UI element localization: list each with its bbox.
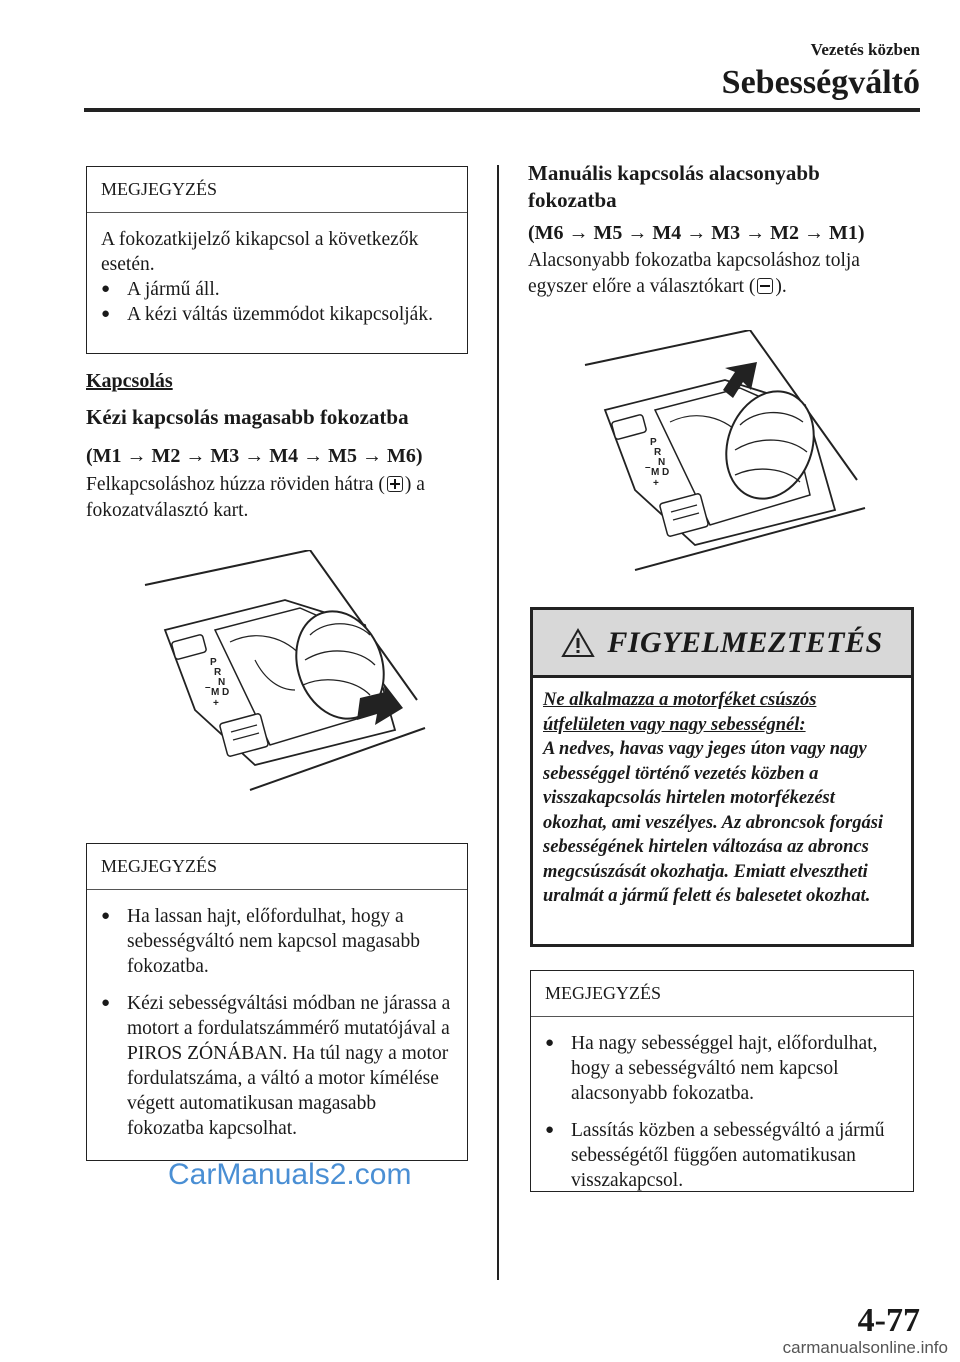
downshift-instructions: Alacsonyabb fokozatba kapcsoláshoz tolja egyszer előre a választókart ( ). bbox=[528, 250, 860, 297]
gear-label-p: P bbox=[210, 657, 217, 668]
note-heading: MEGJEGYZÉS bbox=[531, 971, 913, 1017]
bullet-icon: ● bbox=[101, 281, 111, 297]
gear-label-d: D bbox=[662, 467, 670, 478]
header-rule bbox=[84, 108, 920, 112]
gear-label-m: M bbox=[651, 467, 660, 478]
warning-text: A nedves, havas vagy jeges úton vagy nagy sebességgel történő vezetés közben a visszakapcsolás hirtelen motorfékezést okozhat, ami veszélyes. Az abroncsok forgási sebességének hirtelen változása az abroncs megcsúszását okozhatja. Emiatt elvesztheti uralmát a jármű felett és balesetet okozhat. bbox=[543, 739, 884, 906]
downshift-heading: Manuális kapcsolás alacsonyabb fokozatba bbox=[528, 161, 820, 212]
upshift-heading: Kézi kapcsolás magasabb fokozatba bbox=[86, 405, 409, 429]
list-item: ● Kézi sebességváltási módban ne járassa a motort a fordulatszámmérő mutatójával a PIROS ZÓNÁBAN. Ha túl nagy a motor fordulatszáma, a váltó a motor kímélése végett automatikusan magasabb fokozatba kapcsolhat. bbox=[101, 993, 451, 1139]
gear-label-minus: – bbox=[645, 462, 651, 473]
bullet-icon: ● bbox=[545, 1122, 555, 1138]
gear-label-r: R bbox=[654, 447, 662, 458]
warning-triangle-icon bbox=[561, 628, 595, 658]
gear-label-d: D bbox=[222, 687, 230, 698]
warning-header bbox=[533, 610, 911, 678]
gear-label-minus: – bbox=[205, 682, 211, 693]
page-number: 4-77 bbox=[857, 1302, 920, 1339]
header-section-label: Vezetés közben bbox=[810, 40, 920, 59]
note-heading: MEGJEGYZÉS bbox=[87, 167, 467, 213]
section-title-shifting: Kapcsolás bbox=[86, 370, 173, 392]
gear-label-m: M bbox=[211, 687, 220, 698]
note-box-display-off bbox=[86, 166, 468, 354]
column-divider bbox=[497, 165, 499, 1280]
footer-site-link[interactable]: carmanualsonline.info bbox=[782, 1338, 948, 1357]
warning-lead: Ne alkalmazza a motorféket csúszós útfelületen vagy nagy sebességnél: bbox=[543, 690, 817, 735]
page-title: Sebességváltó bbox=[721, 64, 920, 101]
note-box-upshift bbox=[86, 843, 468, 1161]
list-item: ● Ha nagy sebességgel hajt, előfordulhat, hogy a sebességváltó nem kapcsol alacsonyabb fokozatba. bbox=[545, 1033, 878, 1104]
bullet-icon: ● bbox=[101, 908, 111, 924]
list-item: ● A kézi váltás üzemmódot kikapcsolják. bbox=[101, 304, 433, 325]
downshift-sequence: (M6 → M5 → M4 → M3 → M2 → M1) bbox=[528, 222, 865, 244]
bullet-icon: ● bbox=[545, 1035, 555, 1051]
list-item: ● Lassítás közben a sebességváltó a jármű sebességétől függően automatikusan visszakapcsol. bbox=[545, 1120, 885, 1191]
gear-label-plus: + bbox=[653, 478, 659, 489]
list-item: ● A jármű áll. bbox=[101, 279, 220, 300]
plus-shift-icon bbox=[387, 476, 403, 492]
shifter-upshift-illustration bbox=[135, 550, 435, 800]
note-box-downshift bbox=[530, 970, 914, 1192]
warning-box bbox=[530, 607, 914, 947]
gear-label-p: P bbox=[650, 437, 657, 448]
note-heading: MEGJEGYZÉS bbox=[87, 844, 467, 890]
minus-shift-icon bbox=[757, 278, 773, 294]
watermark: CarManuals2.com bbox=[168, 1158, 412, 1191]
note-intro: A fokozatkijelző kikapcsol a következők esetén. bbox=[101, 229, 419, 275]
gear-label-r: R bbox=[214, 667, 222, 678]
list-item: ● Ha lassan hajt, előfordulhat, hogy a sebességváltó nem kapcsol magasabb fokozatba. bbox=[101, 906, 420, 977]
bullet-icon: ● bbox=[101, 995, 111, 1011]
upshift-instructions: Felkapcsoláshoz húzza röviden hátra ( ) a fokozatválasztó kart. bbox=[86, 474, 425, 521]
bullet-icon: ● bbox=[101, 306, 111, 322]
shifter-downshift-illustration bbox=[575, 330, 875, 580]
gear-label-plus: + bbox=[213, 698, 219, 709]
upshift-sequence: (M1 → M2 → M3 → M4 → M5 → M6) bbox=[86, 445, 423, 467]
warning-title: FIGYELMEZTETÉS bbox=[607, 625, 883, 659]
gear-label-n: N bbox=[218, 677, 226, 688]
gear-label-n: N bbox=[658, 457, 666, 468]
